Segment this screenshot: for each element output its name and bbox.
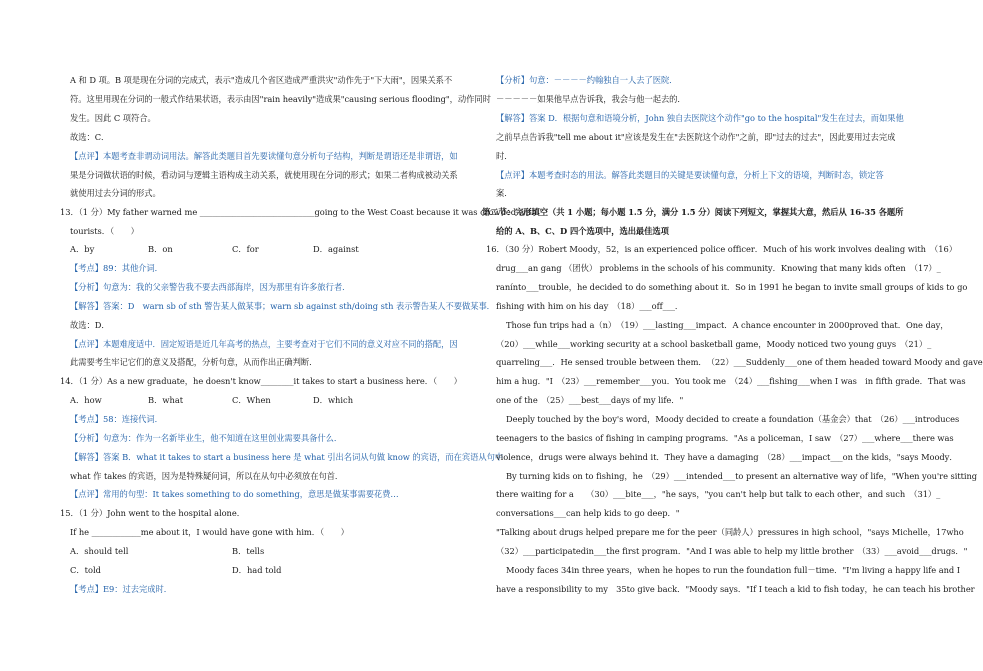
comment-line: 【点评】常用的句型：It takes something to do something，意思是做某事需要花费…	[70, 489, 399, 499]
text-line: 之前早点告诉我"tell me about it"应该是发生在"去医院这个动作"之前，即"过去的过去"，因此要用过去完成	[496, 132, 896, 142]
passage-line: fishing with him on his day （18）___off___．	[496, 301, 684, 311]
passage-line: （32）___participatedin___the first program．"And I was able to help my little brother （33）___avoid___drugs．"	[496, 546, 968, 556]
text-line: 发生。因此 C 项符合。	[70, 113, 156, 123]
text-line: 时．	[496, 151, 513, 161]
question-15: 15．（1 分）John went to the hospital alone．	[60, 508, 245, 518]
passage-line: there waiting for a （30）___bite___，"he says，"you can't help but talk to each other，and such （31）_	[496, 489, 941, 499]
text-line: 就使用过去分词的形式。	[70, 188, 161, 198]
section-heading-cont: 给的 A、B、C、D 四个选项中，选出最佳选项	[496, 226, 669, 236]
answer-line: 【解答】答案：D warn sb of sth 警告某人做某事；warn sb against sth/doing sth 表示警告某人不要做某事．	[70, 301, 495, 311]
text-line: 符。这里用现在分词的一般式作结果状语，表示由因"rain heavily"造成果"causing serious flooding"，动作同时	[70, 94, 491, 104]
passage-line: him a hug．"I （23）___remember___you．You took me （24）___fishing___when I was in fifth grade．That was	[496, 376, 966, 386]
text-line: 果是分词做状语的时候，看动词与逻辑主语构成主动关系，就使用现在分词的形式；如果二者构成被动关系	[70, 170, 458, 180]
passage-line: quarreling___．He sensed trouble between them． （22）___Suddenly___one of them headed toward Moody and gave	[496, 357, 983, 367]
passage-line: conversations___can help kids to go deep．"	[496, 508, 680, 518]
kaodian-line: 【考点】58：连接代词．	[70, 414, 163, 424]
answer-line: 【解答】答案 B．what it takes to start a business here 是 what 引出名词从句做 know 的宾语，而在宾语从句中	[70, 452, 504, 462]
passage-line: Moody faces 34in three years，when he hopes to run the foundation full－time．"I'm living a happy life and I	[506, 565, 961, 575]
option-d: D．against	[313, 244, 359, 254]
passage-line: violence，drugs were always behind it．They have a damaging （28）___impact___on the kids，"says Moody．	[496, 452, 958, 462]
passage-line: "Talking about drugs helped prepare me for the peer（同龄人）pressures in high school，"says Michelle，17who	[496, 527, 964, 537]
options-14	[70, 394, 450, 406]
option-a: A．how	[70, 395, 102, 405]
passage-line: By turning kids on to fishing，he （29）___intended___to present an alternative way of life，"When you're sitting	[506, 471, 978, 481]
passage-line: Those fun trips had a（n） （19）___lasting___impact．A chance encounter in 2000proved that．One day，	[506, 320, 949, 330]
section-heading: 第二节：完形填空（共 1 小题；每小题 1.5 分，满分 1.5 分）阅读下列短文，掌握其大意，然后从 16-35 各题所	[482, 207, 904, 217]
text-line: 案．	[496, 188, 513, 198]
text-line: tourists．（ ）	[70, 226, 139, 236]
analysis-line: 【分析】句意为：作为一名新毕业生，他不知道在这里创业需要具备什么．	[70, 433, 343, 443]
passage-line: drug___an gang （团伙） problems in the schools of his community．Knowing that many kids often （17）_	[496, 263, 941, 273]
comment-line: 【点评】本题考查时态的用法。解答此类题目的关键是要读懂句意，分析上下文的语境，判断时态，锁定答	[496, 170, 884, 180]
text-line: what 作 takes 的宾语，因为是特殊疑问词，所以在从句中必须放在句首．	[70, 471, 344, 481]
analysis-line: 【分析】句意为：我的父亲警告我不要去西部海岸，因为那里有许多旅行者．	[70, 282, 351, 292]
passage-line: have a responsibility to my 35to give back．"Moody says．"If I teach a kid to fish today，he can teach his brother	[496, 584, 975, 594]
text-line: If he ____________me about it，I would have gone with him．（ ）	[70, 527, 349, 537]
passage-line: （20）___while___working security at a school basketball game，Moody noticed two young guys （21）_	[496, 339, 932, 349]
text-line: 此需要考生牢记它们的意义及搭配，分析句意，从而作出正确判断．	[70, 357, 318, 367]
right-column	[470, 0, 983, 671]
options-15-ab	[70, 545, 450, 557]
option-c: C．for	[232, 244, 259, 254]
passage-line: one of the （25）___best___days of my life．"	[496, 395, 684, 405]
option-c: C．When	[232, 395, 271, 405]
kaodian-line: 【考点】89：其他介词．	[70, 263, 163, 273]
option-d: D．which	[313, 395, 354, 405]
text-line: 故选：C．	[70, 132, 110, 142]
comment-line: 【点评】本题难度适中．固定短语是近几年高考的热点，主要考查对于它们不同的意义对应不同的搭配，因	[70, 339, 458, 349]
passage-line: Deeply touched by the boy's word，Moody decided to create a foundation（基金会）that （26）___introduces	[506, 414, 960, 424]
text-line: A 和 D 项。B 项是现在分词的完成式，表示"造成几个省区造成严重洪灾"动作先于"下大雨"，因果关系不	[70, 75, 453, 85]
question-14: 14．（1 分）As a new graduate，he doesn't know________it takes to start a business here．（ ）	[60, 376, 462, 386]
option-b: B．what	[148, 395, 184, 405]
option-a: A．by	[70, 244, 95, 254]
kaodian-line: 【考点】E9：过去完成时．	[70, 584, 172, 594]
analysis-line: 【分析】句意：－－－－约翰独自一人去了医院．	[496, 75, 678, 85]
options-15-cd	[70, 564, 450, 576]
question-13: 13．（1 分）My father warned me ____________________________going to the West Coast because it was crowded with	[60, 207, 537, 217]
passage-line: teenagers to the basics of fishing in camping programs．"As a policeman，I saw （27）___where___there was	[496, 433, 954, 443]
option-b: B．tells	[232, 546, 265, 556]
option-c: C．told	[70, 565, 101, 575]
comment-line: 【点评】本题考查非谓动词用法。解答此类题目首先要读懂句意分析句子结构，判断是谓语还是非谓语，如	[70, 151, 458, 161]
option-a: A．should tell	[70, 546, 129, 556]
option-d: D．had told	[232, 565, 282, 575]
text-line: －－－－－如果他早点告诉我，我会与他一起去的．	[496, 94, 686, 104]
option-b: B．on	[148, 244, 173, 254]
passage-line: ranínto___trouble，he decided to do something about it．So in 1991 he began to invite small groups of kids to go	[496, 282, 968, 292]
text-line: 故选：D．	[70, 320, 110, 330]
answer-line: 【解答】答案 D．根据句意和语境分析，John 独自去医院这个动作"go to the hospital"发生在过去，而如果他	[496, 113, 904, 123]
options-13	[70, 243, 450, 255]
question-16: 16．（30 分）Robert Moody，52，is an experienced police officer．Much of his work involves dealing with （16）	[486, 244, 957, 254]
